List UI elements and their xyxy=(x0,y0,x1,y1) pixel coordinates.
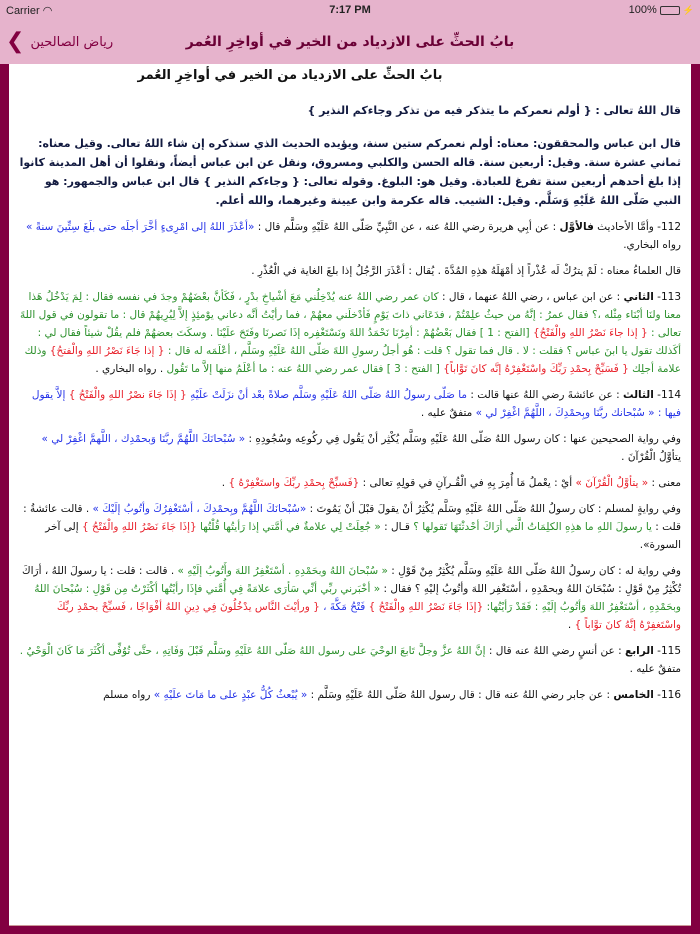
hadith-112: 112- وأمَّا الأحاديث فالأوَّل : عن أبِي هريرة رضي اللهُ عنه ، عن النَّبِيِّ صَلّى اللهُ عَلَيْهِ وسَلَّم قال : «أعْذَرَ اللهُ إلى امْرِىءٍ أخَّرَ أجلَه حتى بلَغَ سِتِّينَ سنةً » رواه البخاري. xyxy=(25,221,681,251)
quran-verse: { إذا جَاءَ نَصْرُ اللهِ والْفتحُ} xyxy=(49,345,165,357)
lahu-narration: وفي رواية له : كان رسولُ اللهُ صَلّى اللهُ عَلَيْهِ وسَلَّم يُكْثِرُ مِنْ قَوْلِ : « سُبْحانَ اللهُ وبحَمْدِهِ . أسْتَغْفِرُ اللهَ وأَتُوبُ إلَيْهِ » . قالت : قلت : يا رسولَ اللهُ ، أرَاكَ تُكْثِرُ مِنْ قَوْلِ : سُبْحَانَ اللهُ وبحمْدِهِ ، أسْتَغْفِر اللهَ وأتُوبُ إليْهِ ؟ فقال : « أخْبَرني ربِّي أنِّي سَأرَى علامَةً فِي أُمَّتي فإذَا رأيْتُها أكْثَرْتُ مِن قَوْلِ : سُبْحانَ اللهُ وبحَمْدِهِ ، أسْتَغْفِرُ اللهَ وَأتُوبُ إلَيْهِ : فَقَدْ رَأيْتُها: {إذَا جَاءَ نَصْرُ اللهِ والْفَتْحُ } فَتْحُ مَكَّةَ ، { ورأيْتَ النَّاس يدْخُلُونَ فِي دِينِ اللهُ أفْوَاجًا ، فَسبِّحْ بحمْدِ ربِّكَ واسْتَغفِرْهُ إنَّهُ كانَ توَّاباً } . xyxy=(21,565,681,631)
carrier-label: Carrier ◠ xyxy=(6,4,53,17)
top-bar xyxy=(0,0,700,64)
section-title: بابُ الحثِّ على الازدياد من الخير في أواخِرِ العُمر xyxy=(137,68,443,83)
quran-verse: {إذَا جَاءَ نَصْرُ اللهِ والْفَتْحُ } xyxy=(82,521,197,533)
quran-verse: {إذَا جَاءَ نَصْرُ اللهِ والْفَتْحُ } xyxy=(368,601,484,613)
back-button[interactable] xyxy=(6,20,113,64)
wifi-icon: ◠ xyxy=(42,4,53,17)
scholars-note: قال العلماءُ معناه : لَمْ يترُكْ لَه عُذْراً إذ أمْهَلَهُ هذِهِ المُدَّةَ . يُقال : أعْذَرَ الرَّجُلُ إذا بلغَ الغاية في الْعُذْرِ . xyxy=(251,265,681,277)
hadith-115: 115- الرابع : عن أنسٍ رضي اللهُ عنه قال : إنَّ اللهُ عزَّ وجلَّ تَابعَ الوحْيَ على رسول اللهُ صَلّى اللهُ عَلَيْهِ وسَلَّم قَبْلَ وَفَاتِهِ ، حتَّى تُوُفِّى أكْثَرَ مَا كَانَ الْوَحْيُ . متفقٌ عليه . xyxy=(19,645,681,675)
navigation-bar xyxy=(0,20,700,64)
sahihain-narration: وفي رواية الصحيحين عنها : كان رسول اللهُ صَلّى اللهُ عَلَيْهِ وسَلَّم يُكْثِر أنْ يَقُول فِي ركُوعِه وسُجُودِهِ : « سُبْحانَكَ اللَّهُمَّ ربَّنَا وَبحمْدِك ، اللَّهمَّ اغْفِرْ لي » يتأوَّلُ الْقُرْآنَ . xyxy=(41,433,681,463)
back-label: رياض الصالحين xyxy=(30,34,114,50)
chapter-content[interactable] xyxy=(9,64,691,926)
page-title: بابُ الحثِّ على الازدياد من الخير في أواخِرِ العُمر xyxy=(185,34,515,50)
clock: 7:17 PM xyxy=(329,4,371,16)
quran-verse: { إذَا جَاءَ نصْرُ اللهِ والْفَتْحُ } xyxy=(68,389,187,401)
chevron-left-icon: ❮ xyxy=(6,29,25,54)
muslim-narration: وفي روايةٍ لمسلم : كان رسولُ اللهُ صَلّى اللهُ عَلَيْهِ وسَلَّم يُكْثِرُ أنْ يقولَ قبْلَ أنْ يَمُوتَ : «سُبْحانَكَ اللَّهُمَّ وبِحمْدِكَ ، أسْتَغْفِرُكَ وأتُوبُ إلَيْكَ » . قالت عائشةُ : قلت : يا رسولَ اللهِ ما هذِهِ الكلِمَاتُ الَّتي أرَاكَ أحْدثْتَهَا تَقولها ؟ قـال : « جُعِلَتْ لِي علامةٌ في أمَّتي إذا رَأيتُها قُلْتُها {إذَا جَاءَ نَصْرُ اللهِ والْفَتْحُ } إلى آخر السورة». xyxy=(23,503,681,551)
battery-icon xyxy=(660,6,680,15)
meaning-note: معنى : « يتأوَّلُ الْقُرْآنَ » أيْ : يعْملُ مَا أُمِرَ بِهِ في الْقُـرآنِ في قولِهِ تعالى : {فَسبِّحْ بِحمْدِ ربِّكَ واستَغْفِرْهُ } . xyxy=(221,477,681,489)
intro-verse: قال اللهُ تعالى : { أولم نعمركم ما يتذكر فيه من تذكر وجاءكم النذير } xyxy=(307,104,681,117)
hadith-113: 113- الثاني : عن ابن عباس ، رضي اللهُ عنهما ، قال : كان عمر رضي اللهُ عنه يُدْخِلُني مَعَ أشْياخِ بدْرٍ ، فَكَأنَّ بعْضَهُمْ وجدَ في نفسه فقال : لِمَ يَدْخُلُ هَذا معنا ولنَا أبْنَاء مِثْله ،؟ فقال عمرُ : إنَّهُ من حيثُ علِمْتُمْ ، فدَعَاني ذاتَ يَوْمٍ فَأدْخلَني معهُمْ ، فما رأيْتُ أنَّه دعاني يوْمئِذٍ إلاَّ لِيُرِيهُمْ قال : ما تقولون في قول اللهً تعالى : { إذا جاءَ نَصْرُ اللهِ والْفَتْحُ} [الفتح : 1 ] فقال بَعْضُهُمْ : أمِرْنَا نَحْمَدُ اللهً ونَسْتَغْفِره إذَا نَصرنَا وفَتَحَ علَيْنَا . وسكَتَ بعضهُمْ فلم يقُلْ شيئاً فقال لي : أكَذلك تقول يا ابنَ عباس ؟ فقلت : لا . قال فما تقول ؟ قلت : هُو أجلُ رسولِ اللهً صَلّى اللهُ عَلَيْهِ وسَلَّم ، أعْلَمَه له قال : { إذا جَاءَ نَصْرُ اللهِ والْفتحُ} وذلك علامة أجلِك { فَسَبِّحْ بِحمْدِ رَبِّكَ واسْتَغْفِرْهُ إنَّه كانَ تَوَّاباً} [ الفتح : 3 ] فقال عمر رضي اللهُ عنه : ما أعْلَمُ منها إلاَّ ما تَقُول . رواه البخاري . xyxy=(20,291,681,375)
quran-verse: { إذا جاءَ نَصْرُ اللهِ والْفَتْحُ} xyxy=(532,327,648,339)
hadith-quote: «أعْذَرَ اللهُ إلى امْرِىءٍ أخَّرَ أجلَه حتى بلَغَ سِتِّينَ سنةً » xyxy=(25,221,255,233)
hadith-114: 114- الثالث : عن عائشةَ رضي اللهُ عنها قالت : ما صَلّى رسولُ اللهُ صَلّى اللهُ عَلَيْهِ وسَلَّم صلاةً بعْد أنْ نزَلَتْ علَيْهِ { إذَا جَاءَ نصْرُ اللهِ والْفَتْحُ } إلاَّ يقول فيها : « سُبْحانك ربَّنَا وبِحمْدِكَ ، اللَّهُمَّ اغْفِرْ لي » متفقٌ عليه . xyxy=(31,389,681,419)
status-bar xyxy=(0,0,700,20)
hadith-116: 116- الخامس : عن جابر رضي اللهُ عنه قال : قال رسول اللهُ صَلّى اللهُ عَلَيْهِ وسَلَّم : « يُبْعثُ كُلُّ عبْدٍ على ما مَاتَ علَيْهِ » رواه مسلم xyxy=(103,689,681,701)
quran-verse: { فَسَبِّحْ بِحمْدِ رَبِّكَ واسْتَغْفِرْهُ إنَّه كانَ تَوَّاباً} xyxy=(443,363,629,375)
battery-indicator: 100% ⚡ xyxy=(628,4,694,16)
commentary: قال ابن عباس والمحققون: معناه: أولم نعمركم ستين سنة، ويؤيده الحديث الذي سنذكره إن شاء اللهُ تعالى. وقيل معناه: ثماني عشرة سنة. وقيل: أربعين سنة. قاله الحسن والكلبي ومسروق، ونقل عن ابن عباس أيضاً، ونقلوا أن أهل المدينة كانوا إذا بلغ أحدهم أربعين سنة تفرغ للعبادة. وقيل هو: البلوغ. وقوله تعالى: { وجاءكم النذير } قال ابن عباس والجمهور: هو النبي صَلّى اللهُ عَلَيْهِ وَسَلَّم. وقيل: الشيب. قاله عكرمة وابن عيينة وغيرهما، والله أعلم. xyxy=(19,137,681,207)
quran-verse: {فَسبِّحْ بِحمْدِ ربِّكَ واستَغْفِرْهُ } xyxy=(228,477,360,489)
quran-verse: { ورأيْتَ النَّاس يدْخُلُونَ فِي دِينِ اللهُ أفْوَاجًا ، فَسبِّحْ بحمْدِ ربِّكَ واسْتَغفِرْهُ إنَّهُ كانَ توَّاباً } xyxy=(56,601,681,631)
